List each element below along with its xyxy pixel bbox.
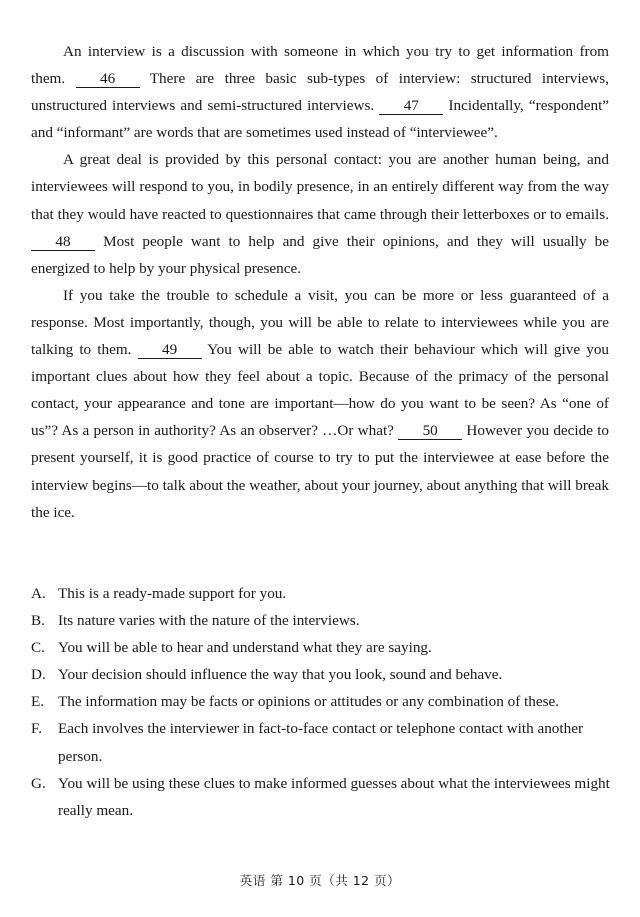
option-text: Its nature varies with the nature of the interviews.: [58, 612, 360, 630]
option-f: [31, 715, 616, 769]
p3-sentence-1: If you take the trouble to schedule a visit, you can be more or less guaranteed of a response. Most importantly, though, you will be able to relate to interviewees while you are talking to them.: [31, 286, 609, 359]
option-letter: G.: [31, 774, 46, 792]
option-text: This is a ready-made support for you.: [58, 585, 287, 602]
option-text: You will be using these clues to make informed guesses about what the interviewees might really mean.: [58, 774, 610, 819]
option-letter: C.: [31, 639, 45, 657]
p3-sentence-3: However you decide to present yourself, it is good practice of course to try to put the interviewee at ease before the interview begins—to talk about the weather, about your journey, about anything that will break the ice.: [31, 422, 610, 521]
paragraph-2: [31, 146, 609, 281]
option-letter: E.: [31, 693, 45, 711]
p1-sentence-2: There are three basic sub-types of interview: structured interviews, unstructured interviews and semi-structured interviews.: [31, 70, 609, 115]
option-text: The information may be facts or opinions or attitudes or any combination of these.: [58, 693, 560, 711]
option-b: [31, 607, 616, 634]
option-text: You will be able to hear and understand what they are saying.: [58, 639, 432, 657]
option-e: [31, 688, 616, 715]
blank-47: 47: [379, 98, 443, 115]
option-letter: B.: [31, 612, 45, 630]
option-a: [31, 580, 616, 607]
option-letter: F.: [31, 720, 43, 738]
blank-48: 48: [31, 234, 95, 251]
p1-sentence-1: An interview is a discussion with someone in which you try to get information from them.: [31, 43, 609, 88]
p2-sentence-1: A great deal is provided by this personal contact: you are another human being, and interviewees will respond to you, in bodily presence, in an entirely different way from the way that they would have reacted to questionnaires that came through their letterboxes or to emails.: [31, 151, 609, 223]
p2-sentence-2: Most people want to help and give their opinions, and they will usually be energized to help by your physical presence.: [31, 232, 609, 277]
page-footer: 英语 第 10 页（共 12 页）: [239, 873, 401, 888]
option-d: [31, 661, 616, 688]
option-g: [31, 770, 616, 824]
paragraph-3: [31, 282, 609, 526]
option-letter: A.: [31, 585, 46, 602]
option-letter: D.: [31, 666, 46, 684]
blank-46: 46: [76, 71, 140, 88]
p3-sentence-2: You will be able to watch their behaviour which will give you important clues about how they feel about a topic. Because of the primacy of the personal contact, your appearance and tone are important—how do you want to be seen? As “one of us”? As a person in authority? As an observer? …Or what?: [31, 341, 610, 440]
option-c: [31, 634, 616, 661]
blank-50: 50: [398, 423, 462, 440]
option-text: Your decision should influence the way that you look, sound and behave.: [58, 666, 503, 684]
blank-49: 49: [138, 342, 202, 359]
paragraph-1: [31, 38, 609, 146]
option-text: Each involves the interviewer in fact-to-face contact or telephone contact with another person.: [58, 720, 583, 765]
p1-sentence-3: Incidentally, “respondent” and “informant” are words that are sometimes used instead of “interviewee”.: [31, 97, 610, 142]
reading-passage: [31, 38, 609, 526]
answer-options: [31, 580, 616, 824]
